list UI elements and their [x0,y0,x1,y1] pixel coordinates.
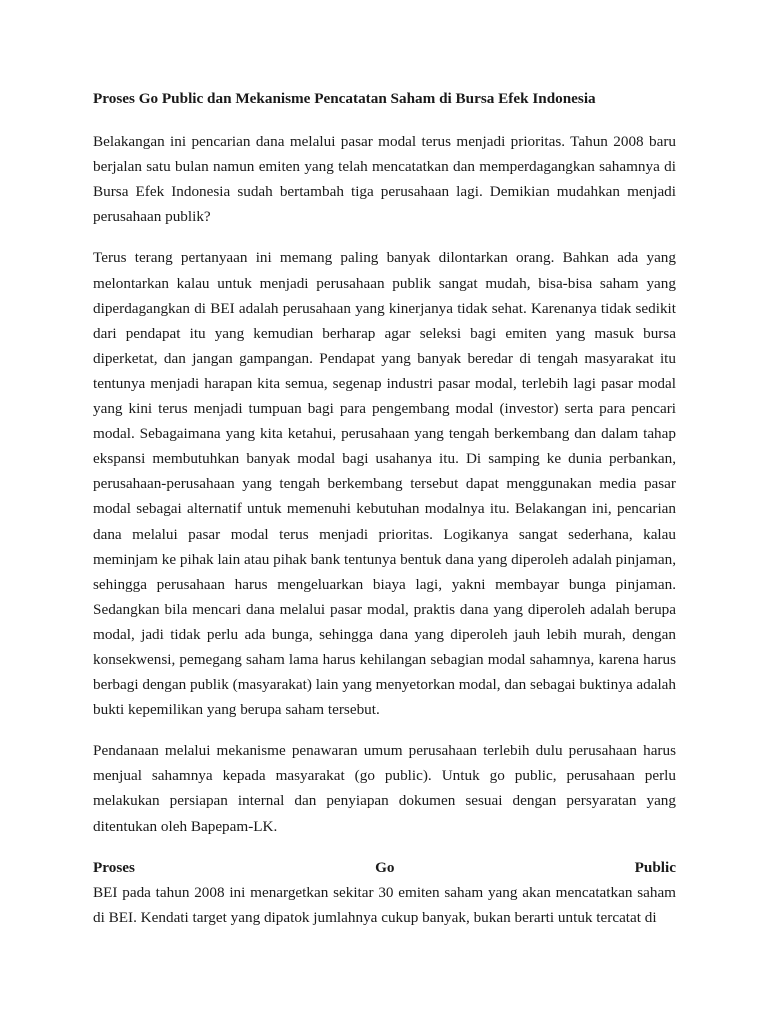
section-heading-word-go: Go [375,858,395,876]
paragraph-main: Terus terang pertanyaan ini memang paling banyak dilontarkan orang. Bahkan ada yang melontarkan kalau untuk menjadi perusahaan publik sangat mudah, bisa-bisa saham yang diperdagangkan di BEI adalah perusahaan yang kinerjanya tidak sehat. Karenanya tidak sedikit dari pendapat itu yang kemudian berharap agar seleksi bagi emiten yang masuk bursa diperketat, dan jangan gampangan. Pendapat yang banyak beredar di tengah masyarakat itu tentunya menjadi harapan kita semua, segenap industri pasar modal, terlebih lagi pasar modal yang kini terus menjadi tumpuan bagi para pengembang modal (investor) serta para pencari modal. Sebagaimana yang kita ketahui, perusahaan yang tengah berkembang dan dalam tahap ekspansi membutuhkan banyak modal bagi usahanya itu. Di samping ke dunia perbankan, perusahaan-perusahaan yang tengah berkembang tersebut dapat menggunakan media pasar modal sebagai alternatif untuk memenuhi kebutuhan modalnya itu. Belakangan ini, pencarian dana melalui pasar modal terus menjadi prioritas. Logikanya sangat sederhana, kalau meminjam ke pihak lain atau pihak bank tentunya bentuk dana yang diperoleh adalah pinjaman, sehingga perusahaan harus mengeluarkan biaya lagi, yakni membayar bunga pinjaman. Sedangkan bila mencari dana melalui pasar modal, praktis dana yang diperoleh adalah berupa modal, jadi tidak perlu ada bunga, sehingga dana yang diperoleh jauh lebih murah, dengan konsekwensi, pemegang saham lama harus kehilangan sebagian modal sahamnya, karena harus berbagi dengan publik (masyarakat) lain yang menyetorkan modal, dan sebagai buktinya adalah bukti kepemilikan yang berupa saham tersebut. [93,249,676,719]
document-body [93,86,676,946]
paragraph-intro: Belakangan ini pencarian dana melalui pasar modal terus menjadi prioritas. Tahun 2008 baru berjalan satu bulan namun emiten yang telah mencatatkan dan memperdagangkan sahamnya di Bursa Efek Indonesia sudah bertambah tiga perusahaan lagi. Demikian mudahkan menjadi perusahaan publik? [93,133,676,226]
section-heading-word-proses: Proses [93,858,135,876]
section-heading [93,855,676,880]
paragraph-bei-target: BEI pada tahun 2008 ini menargetkan sekitar 30 emiten saham yang akan mencatatkan saham di BEI. Kendati target yang dipatok jumlahnya cukup banyak, bukan berarti untuk tercatat di [93,883,676,926]
section-heading-word-public: Public [634,858,676,876]
document-title: Proses Go Public dan Mekanisme Pencatatan Saham di Bursa Efek Indonesia [93,90,596,107]
paragraph-funding: Pendanaan melalui mekanisme penawaran umum perusahaan terlebih dulu perusahaan harus menjual sahamnya kepada masyarakat (go public). Untuk go public, perusahaan perlu melakukan persiapan internal dan penyiapan dokumen sesuai dengan persyaratan yang ditentukan oleh Bapepam-LK. [93,742,676,835]
